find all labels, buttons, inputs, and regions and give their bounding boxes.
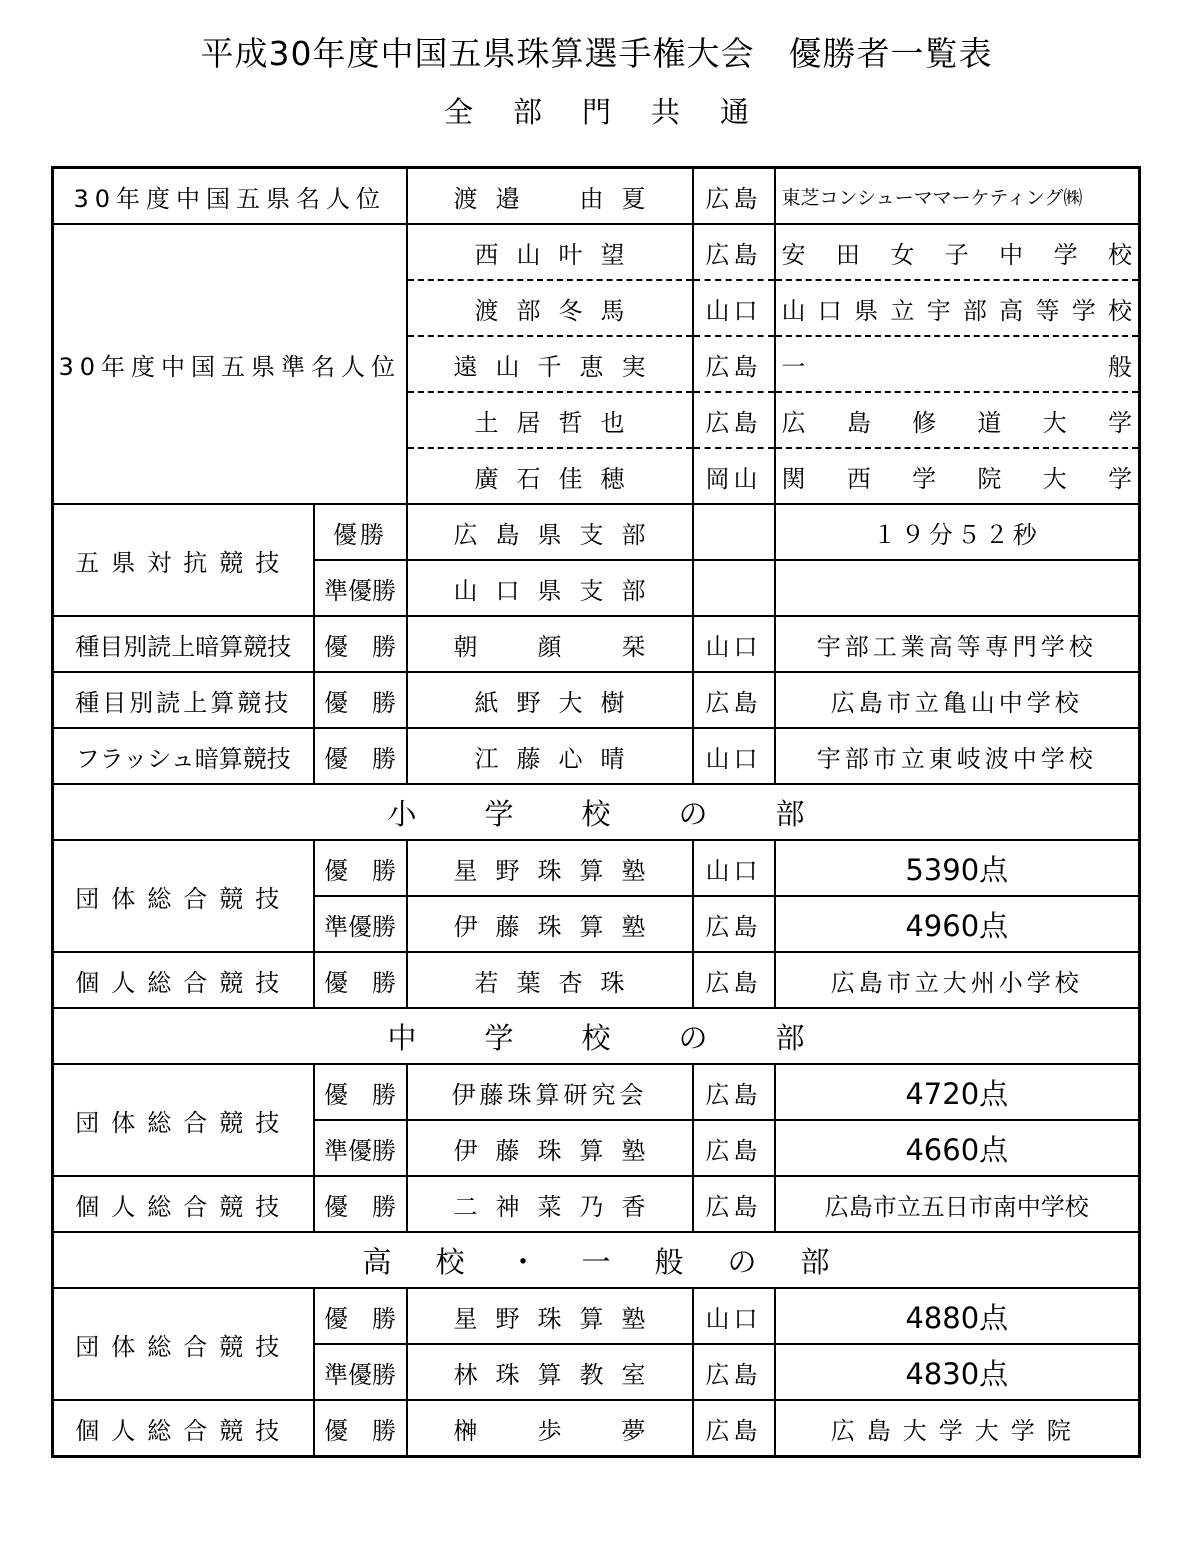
section-junior-high: 中学校の部	[53, 1008, 1140, 1064]
indiv-name: 榊 歩 夢	[407, 1400, 693, 1457]
event-name: 朝 顔 栞	[407, 616, 693, 672]
page-subtitle: 全部門共通	[443, 95, 789, 129]
table-row	[53, 616, 1140, 672]
event-label: フラッシュ暗算競技	[53, 728, 314, 784]
jun-meijin-affiliation: 広島修道大学	[775, 392, 1140, 448]
team-pref: 広島	[693, 1064, 775, 1120]
event-name: 江藤心晴	[407, 728, 693, 784]
goken-winner-team: 広島県支部	[407, 504, 693, 560]
team-pref: 山口	[693, 840, 775, 896]
place-label: 準優勝	[314, 1344, 407, 1400]
jun-meijin-label: 30年度中国五県準名人位	[53, 224, 407, 504]
event-name: 紙野大樹	[407, 672, 693, 728]
team-pref: 山口	[693, 1288, 775, 1344]
table-row	[53, 1288, 1140, 1344]
jun-meijin-pref: 岡山	[693, 448, 775, 504]
indiv-pref: 広島	[693, 1176, 775, 1232]
meijin-name: 渡邉 由夏	[407, 168, 693, 225]
page-title: 平成30年度中国五県珠算選手権大会 優勝者一覧表	[200, 34, 993, 73]
place-label: 優 勝	[314, 616, 407, 672]
table-row	[53, 840, 1140, 896]
meijin-pref: 広島	[693, 168, 775, 225]
place-label: 優 勝	[314, 840, 407, 896]
team-name: 星野珠算塾	[407, 840, 693, 896]
team-name: 伊藤珠算塾	[407, 1120, 693, 1176]
jun-meijin-pref: 山口	[693, 280, 775, 336]
event-pref: 山口	[693, 728, 775, 784]
place-label: 優 勝	[314, 1064, 407, 1120]
team-name: 伊藤珠算塾	[407, 896, 693, 952]
indiv-affiliation: 広島市立五日市南中学校	[775, 1176, 1140, 1232]
jun-meijin-pref: 広島	[693, 336, 775, 392]
event-affiliation: 宇部工業高等専門学校	[775, 616, 1140, 672]
team-pref: 広島	[693, 1120, 775, 1176]
place-label: 優 勝	[314, 1176, 407, 1232]
indiv-name: 若葉杏珠	[407, 952, 693, 1008]
section-elementary: 小学校の部	[53, 784, 1140, 840]
team-score: 4960点	[775, 896, 1140, 952]
indiv-label: 個人総合競技	[53, 1400, 314, 1457]
place-label: 優 勝	[314, 952, 407, 1008]
place-label: 優 勝	[314, 1400, 407, 1457]
team-label: 団体総合競技	[53, 1064, 314, 1176]
table-row	[53, 224, 1140, 280]
place-label: 準優勝	[314, 896, 407, 952]
place-label: 準優勝	[314, 560, 407, 616]
jun-meijin-name: 遠山千恵実	[407, 336, 693, 392]
section-row	[53, 784, 1140, 840]
event-pref: 広島	[693, 672, 775, 728]
goken-runner-team: 山口県支部	[407, 560, 693, 616]
jun-meijin-affiliation: 安田女子中学校	[775, 224, 1140, 280]
table-row	[53, 168, 1140, 225]
place-label: 優勝	[314, 504, 407, 560]
team-score: 4830点	[775, 1344, 1140, 1400]
team-score: 4660点	[775, 1120, 1140, 1176]
team-label: 団体総合競技	[53, 840, 314, 952]
jun-meijin-affiliation: 一 般	[775, 336, 1140, 392]
event-label: 種目別読上暗算競技	[53, 616, 314, 672]
indiv-name: 二神菜乃香	[407, 1176, 693, 1232]
goken-label: 五県対抗競技	[53, 504, 314, 616]
event-pref: 山口	[693, 616, 775, 672]
section-row	[53, 1232, 1140, 1288]
jun-meijin-name: 渡部冬馬	[407, 280, 693, 336]
table-row	[53, 1064, 1140, 1120]
team-score: 5390点	[775, 840, 1140, 896]
jun-meijin-name: 廣石佳穂	[407, 448, 693, 504]
table-row	[53, 672, 1140, 728]
team-name: 林珠算教室	[407, 1344, 693, 1400]
section-row	[53, 1008, 1140, 1064]
team-pref: 広島	[693, 896, 775, 952]
jun-meijin-affiliation: 関西学院大学	[775, 448, 1140, 504]
jun-meijin-affiliation: 山口県立宇部高等学校	[775, 280, 1140, 336]
place-label: 優 勝	[314, 728, 407, 784]
table-row	[53, 504, 1140, 560]
section-high-general: 高校・一般の部	[53, 1232, 1140, 1288]
goken-winner-time: １９分５２秒	[775, 504, 1140, 560]
indiv-label: 個人総合競技	[53, 952, 314, 1008]
place-label: 優 勝	[314, 672, 407, 728]
meijin-label: 30年度中国五県名人位	[53, 168, 407, 225]
team-score: 4720点	[775, 1064, 1140, 1120]
meijin-affiliation: 東芝コンシューママーケティング㈱	[775, 168, 1140, 225]
indiv-label: 個人総合競技	[53, 1176, 314, 1232]
jun-meijin-name: 西山叶望	[407, 224, 693, 280]
jun-meijin-name: 土居哲也	[407, 392, 693, 448]
goken-winner-pref	[693, 504, 775, 560]
indiv-pref: 広島	[693, 952, 775, 1008]
event-affiliation: 広島市立亀山中学校	[775, 672, 1140, 728]
team-score: 4880点	[775, 1288, 1140, 1344]
jun-meijin-pref: 広島	[693, 392, 775, 448]
jun-meijin-pref: 広島	[693, 224, 775, 280]
indiv-pref: 広島	[693, 1400, 775, 1457]
table-row	[53, 1400, 1140, 1457]
goken-runner-time	[775, 560, 1140, 616]
team-name: 星野珠算塾	[407, 1288, 693, 1344]
team-label: 団体総合競技	[53, 1288, 314, 1400]
team-name: 伊藤珠算研究会	[407, 1064, 693, 1120]
goken-runner-pref	[693, 560, 775, 616]
winners-table	[51, 166, 1141, 1458]
table-row	[53, 728, 1140, 784]
table-row	[53, 1176, 1140, 1232]
place-label: 優 勝	[314, 1288, 407, 1344]
event-affiliation: 宇部市立東岐波中学校	[775, 728, 1140, 784]
indiv-affiliation: 広島市立大州小学校	[775, 952, 1140, 1008]
indiv-affiliation: 広島大学大学院	[775, 1400, 1140, 1457]
table-row	[53, 952, 1140, 1008]
team-pref: 広島	[693, 1344, 775, 1400]
place-label: 準優勝	[314, 1120, 407, 1176]
event-label: 種目別読上算競技	[53, 672, 314, 728]
